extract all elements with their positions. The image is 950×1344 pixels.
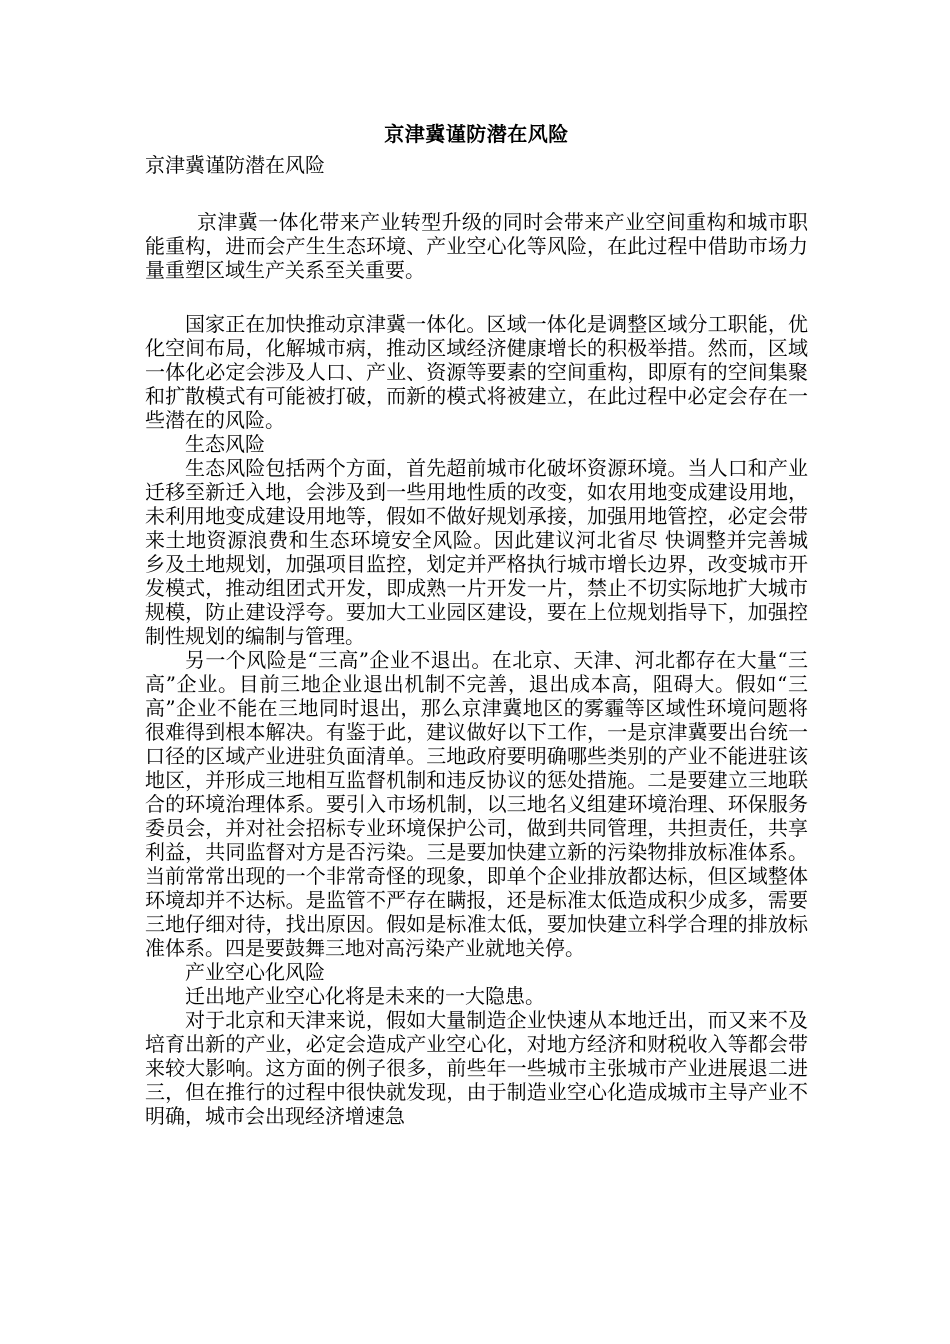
section-heading-ecology: 生态风险 [185, 432, 265, 456]
document-subtitle: 京津冀谨防潜在风险 [145, 153, 325, 177]
paragraph-ecology-risk: 生态风险包括两个方面，首先超前城市化破坏资源环境。当人口和产业迁移至新迁入地，会涉及到一些用地性质的改变，如农用地变成建设用地，未利用地变成建设用地等，假如不做好规划承接，加强用地管控，必定会带来土地资源浪费和生态环境安全风险。因此建议河北省尽 快调整并完善城乡及土地规划，加强项目监控，划定并严格执行城市增长边界，改变城市开发模式，推动组团式开发，即成熟一片开发一片，禁止不切实际地扩大城市规模，防止建设浮夸。要加大工业园区建设，要在上位规划指导下，加强控制性规划的编制与管理。 [145, 456, 808, 648]
blank-line [145, 282, 808, 312]
paragraph-overview: 国家正在加快推动京津冀一体化。区域一体化是调整区域分工职能，优化空间布局，化解城市病，推动区域经济健康增长的积极举措。然而，区域一体化必定会涉及人口、产业、资源等要素的空间重构，即原有的空间集聚和扩散模式有可能被打破，而新的模式将被建立，在此过程中必定会存在一些潜在的风险。 [145, 312, 808, 432]
document-body [145, 118, 808, 1128]
blank-line [145, 180, 808, 210]
paragraph-three-high-enterprises: 另一个风险是“三高”企业不退出。在北京、天津、河北都存在大量“三高”企业。目前三地企业退出机制不完善，退出成本高，阻碍大。假如“三高”企业不能在三地同时退出，那么京津冀地区的雾霾等区域性环境问题将很难得到根本解决。有鉴于此，建议做好以下工作，一是京津冀要出台统一口径的区域产业进驻负面清单。三地政府要明确哪些类别的产业不能进驻该地区，并形成三地相互监督机制和违反协议的惩处措施。二是要建立三地联合的环境治理体系。要引入市场机制，以三地名义组建环境治理、环保服务委员会，并对社会招标专业环境保护公司，做到共同管理，共担责任，共享利益，共同监督对方是否污染。三是要加快建立新的污染物排放标准体系。当前常常出现的一个非常奇怪的现象，即单个企业排放都达标，但区域整体环境却并不达标。是监管不严存在瞒报，还是标准太低造成积少成多，需要三地仔细对待，找出原因。假如是标准太低，要加快建立科学合理的排放标准体系。四是要鼓舞三地对高污染产业就地关停。 [145, 648, 808, 960]
section-heading-hollowing: 产业空心化风险 [185, 960, 325, 984]
paragraph-hollowing-detail: 对于北京和天津来说，假如大量制造企业快速从本地迁出，而又来不及培育出新的产业，必定会造成产业空心化，对地方经济和财税收入等都会带来较大影响。这方面的例子很多，前些年一些城市主张城市产业进展退二进三，但在推行的过程中很快就发现，由于制造业空心化造成城市主导产业不明确，城市会出现经济增速急 [145, 1008, 808, 1128]
document-title: 京津冀谨防潜在风险 [384, 122, 569, 146]
intro-paragraph: 京津冀一体化带来产业转型升级的同时会带来产业空间重构和城市职能重构，进而会产生生态环境、产业空心化等风险，在此过程中借助市场力量重塑区域生产关系至关重要。 [145, 210, 808, 282]
paragraph-hollowing-intro: 迁出地产业空心化将是未来的一大隐患。 [185, 984, 545, 1008]
